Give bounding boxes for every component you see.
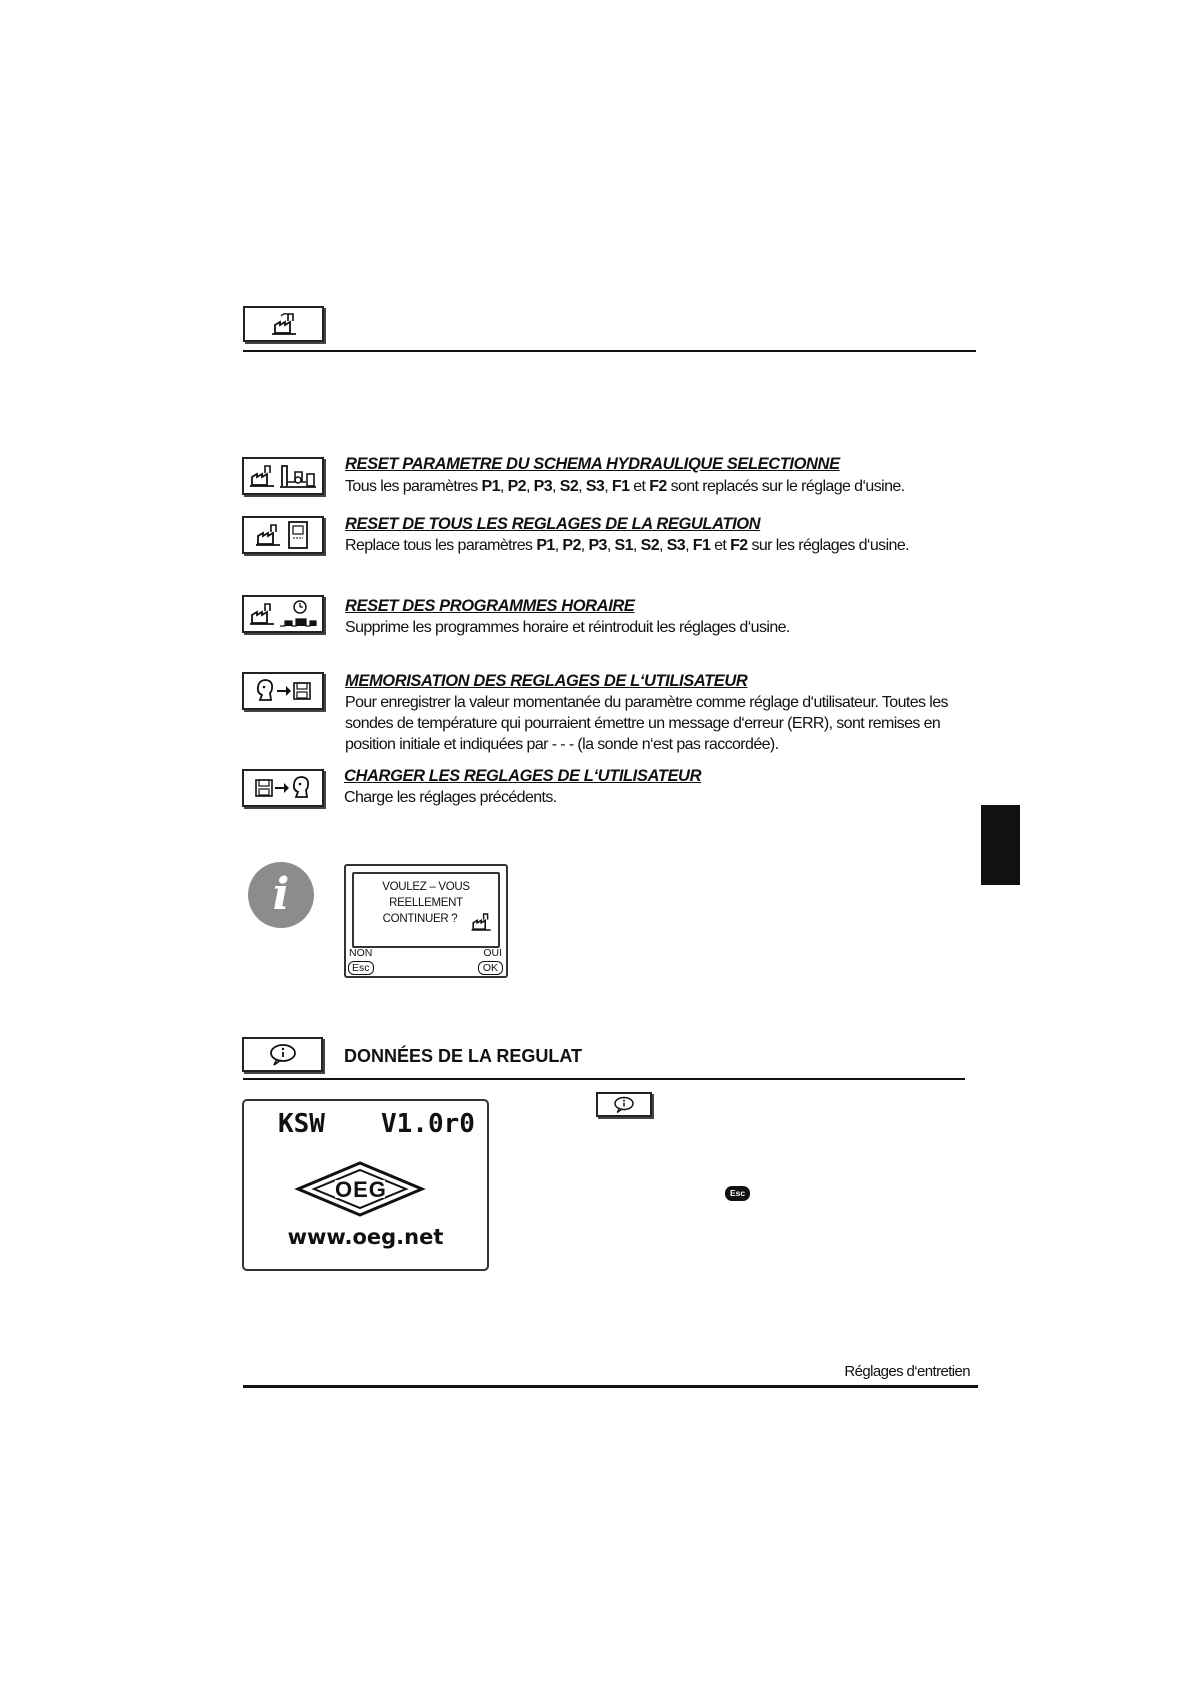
- parameter-code: F2: [649, 478, 667, 495]
- time-program-icon: [278, 599, 318, 629]
- version-number: V1.0r0: [381, 1109, 475, 1139]
- logo-text: OEG: [335, 1177, 387, 1202]
- parameter-code: P1: [481, 478, 500, 495]
- info-section-rule: [243, 1078, 965, 1080]
- esc-key-button[interactable]: Esc: [725, 1186, 750, 1201]
- section-body: [345, 617, 985, 638]
- floppy-disk-icon: [254, 778, 274, 798]
- info-icon: i: [248, 862, 314, 928]
- hydraulic-schema-icon: [278, 462, 318, 490]
- body-text: ,: [632, 537, 641, 554]
- parameter-code: F1: [611, 478, 630, 495]
- parameter-code: S3: [666, 537, 686, 554]
- section-body: [344, 787, 964, 808]
- no-label: NON: [349, 947, 373, 959]
- parameter-code: S2: [559, 478, 579, 495]
- factory-icon: [248, 601, 278, 627]
- body-text: ,: [580, 537, 589, 554]
- body-text: Replace tous les paramètres: [345, 537, 537, 554]
- yes-label: OUI: [483, 947, 502, 959]
- factory-icon: [254, 522, 284, 548]
- section-icon-box: [242, 769, 324, 807]
- body-text: ,: [604, 478, 612, 495]
- body-text: ,: [499, 478, 508, 495]
- body-text: ,: [659, 537, 667, 554]
- footer-label: Réglages d‘entretien: [844, 1363, 970, 1380]
- floppy-disk-icon: [292, 681, 312, 701]
- body-text: Pour enregistrer la valeur momentanée du paramètre comme réglage d‘utilisateur. Toutes les sondes de température qui pourraient émettre un message d‘erreur (ERR), sont remises en position initiale et indiquées par - - - (la sonde n‘est pas raccordée).: [345, 694, 948, 753]
- factory-icon: [269, 311, 299, 337]
- body-text: Supprime les programmes horaire et réintroduit les réglages d‘usine.: [345, 619, 790, 636]
- section-body: [345, 535, 985, 556]
- confirm-line-2: REELLEMENT: [389, 897, 463, 909]
- body-text: ,: [554, 537, 563, 554]
- section-body: [345, 692, 965, 755]
- parameter-code: S3: [585, 478, 605, 495]
- arrow-right-icon: [274, 782, 290, 794]
- confirm-line-1: VOULEZ – VOUS: [382, 881, 470, 893]
- parameter-code: F2: [730, 537, 748, 554]
- factory-reset-header-icon-box: [243, 306, 324, 342]
- body-text: et: [710, 537, 731, 554]
- version-screen: [242, 1099, 489, 1271]
- arrow-right-icon: [276, 685, 292, 697]
- parameter-code: P3: [533, 478, 553, 495]
- section-title: RESET DES PROGRAMMES HORAIRE: [345, 597, 635, 615]
- section-title: CHARGER LES REGLAGES DE L‘UTILISATEUR: [344, 767, 702, 785]
- factory-icon: [248, 463, 278, 489]
- section-icon-box: [242, 516, 324, 554]
- chapter-tab-marker: [981, 805, 1020, 885]
- confirm-line-3: CONTINUER ?: [382, 913, 458, 925]
- parameter-code: S1: [614, 537, 633, 554]
- info-section-icon-box: [242, 1037, 323, 1072]
- info-bubble-icon: [268, 1043, 298, 1067]
- body-text: sur les réglages d‘usine.: [747, 537, 909, 554]
- section-icon-box: [242, 595, 324, 633]
- section-title: RESET DE TOUS LES REGLAGES DE LA REGULATION: [345, 515, 761, 533]
- body-text: Tous les paramètres: [345, 478, 482, 495]
- info-key-button[interactable]: [596, 1092, 652, 1117]
- body-text: et: [629, 478, 650, 495]
- body-text: ,: [606, 537, 615, 554]
- parameter-code: P1: [536, 537, 555, 554]
- section-title: MEMORISATION DES REGLAGES DE L‘UTILISATEUR: [345, 672, 748, 690]
- parameter-code: P2: [562, 537, 581, 554]
- body-text: ,: [525, 478, 534, 495]
- parameter-code: F1: [692, 537, 711, 554]
- section-body: [345, 476, 985, 497]
- ok-button[interactable]: OK: [478, 961, 503, 975]
- info-section-title: DONNÉES DE LA REGULAT: [344, 1046, 583, 1066]
- section-icon-box: [242, 457, 324, 495]
- parameter-code: P3: [588, 537, 607, 554]
- parameter-code: S2: [640, 537, 659, 554]
- body-text: Charge les réglages précédents.: [344, 789, 557, 806]
- body-text: ,: [685, 537, 693, 554]
- product-name: KSW: [278, 1109, 325, 1139]
- user-icon: [290, 775, 312, 801]
- factory-icon: [470, 910, 494, 934]
- controller-icon: [284, 520, 312, 550]
- header-rule: [243, 350, 976, 352]
- body-text: ,: [578, 478, 586, 495]
- body-text: sont replacés sur le réglage d‘usine.: [666, 478, 905, 495]
- website-url: www.oeg.net: [287, 1225, 444, 1249]
- user-icon: [254, 678, 276, 704]
- esc-button[interactable]: Esc: [348, 961, 374, 975]
- section-icon-box: [242, 672, 324, 710]
- parameter-code: P2: [507, 478, 526, 495]
- body-text: ,: [552, 478, 560, 495]
- footer-rule: [243, 1385, 978, 1388]
- info-bubble-icon: [612, 1096, 636, 1114]
- section-title: RESET PARAMETRE DU SCHEMA HYDRAULIQUE SELECTIONNE: [345, 455, 840, 473]
- confirm-dialog-screen: [344, 864, 508, 978]
